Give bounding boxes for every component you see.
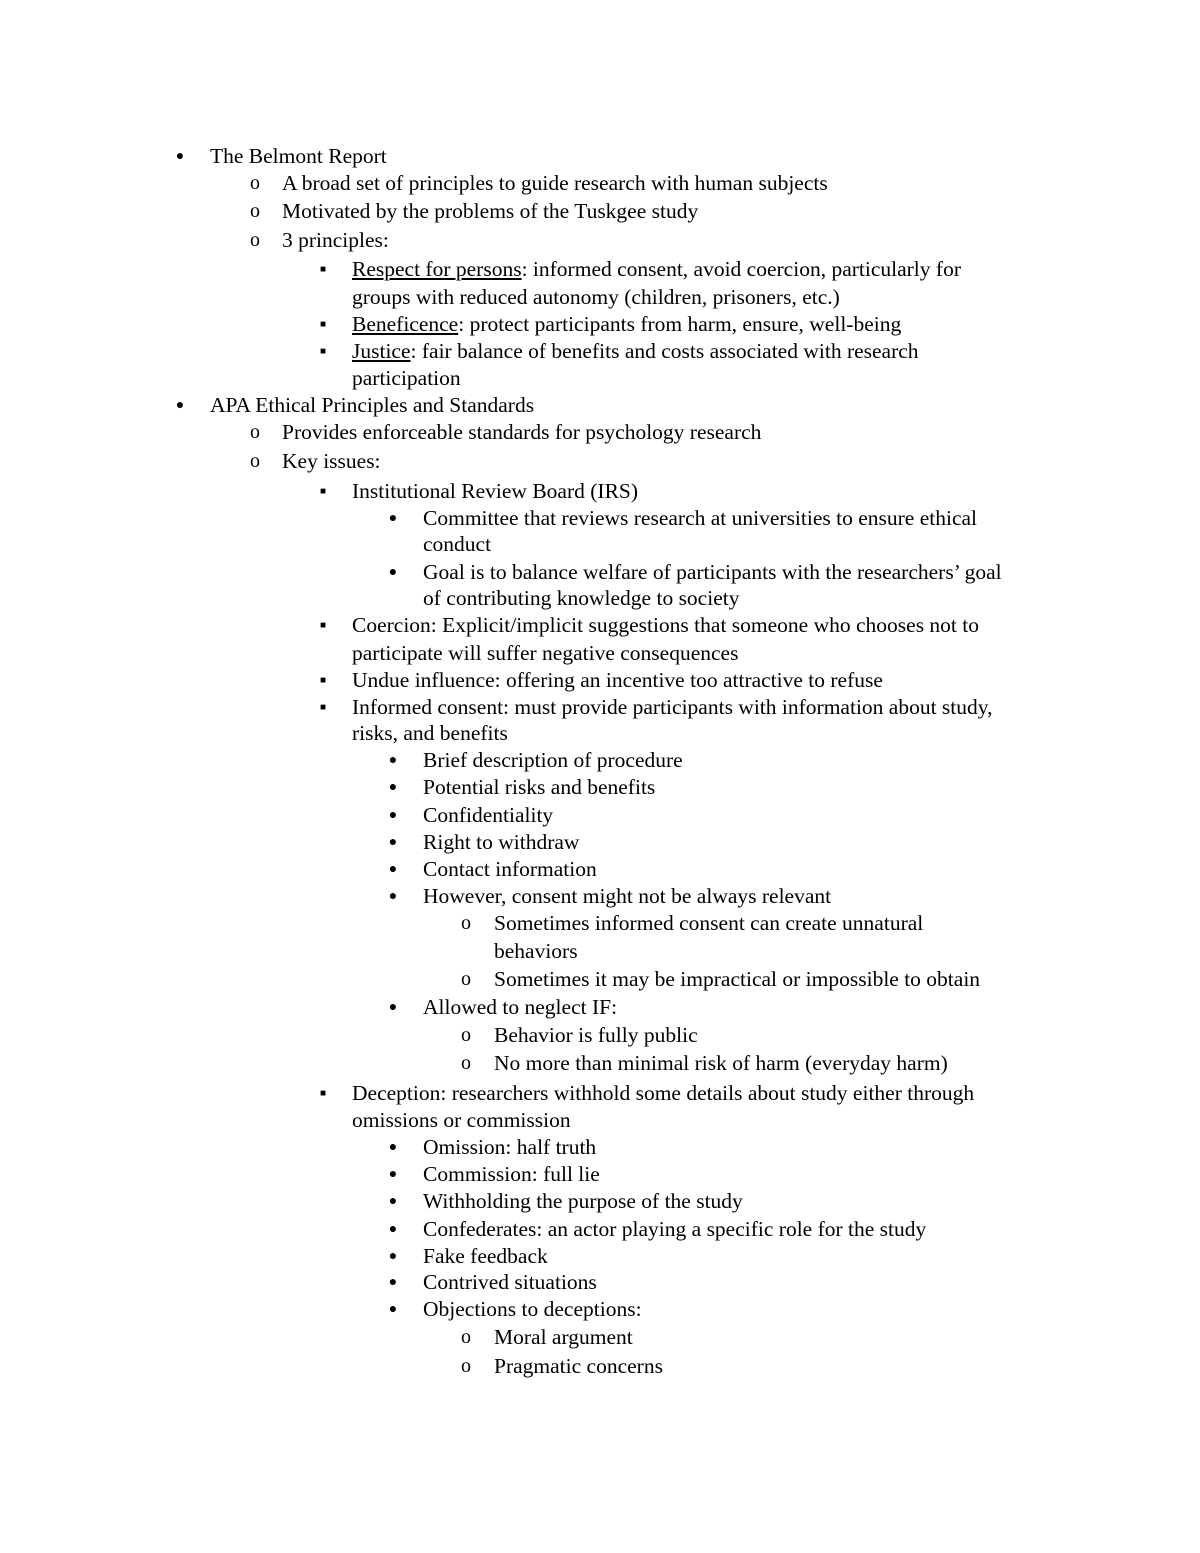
list-item: A broad set of principles to guide research with human subjects bbox=[282, 171, 828, 195]
list-item: Right to withdraw bbox=[423, 830, 580, 854]
bullet-circle-icon: o bbox=[250, 450, 260, 472]
list-item-continuation: risks, and benefits bbox=[352, 721, 508, 745]
bullet-square-icon: ■ bbox=[319, 264, 327, 275]
bullet-square-icon: ■ bbox=[319, 319, 327, 330]
list-item-undue-influence: Undue influence: offering an incentive too attractive to refuse bbox=[352, 668, 883, 692]
bullet-square-icon: ■ bbox=[319, 1088, 327, 1099]
list-item-continuation: of contributing knowledge to society bbox=[423, 586, 740, 610]
list-item: Fake feedback bbox=[423, 1244, 548, 1268]
list-item-continuation: conduct bbox=[423, 532, 492, 556]
bullet-disc-icon: ● bbox=[388, 808, 398, 823]
list-item: Commission: full lie bbox=[423, 1162, 600, 1186]
list-item-continuation: groups with reduced autonomy (children, prisoners, etc.) bbox=[352, 285, 840, 309]
list-item-coercion: Coercion: Explicit/implicit suggestions that someone who chooses not to bbox=[352, 613, 980, 637]
list-item-irb: Institutional Review Board (IRS) bbox=[352, 479, 639, 503]
list-item: Withholding the purpose of the study bbox=[423, 1189, 743, 1213]
bullet-circle-icon: o bbox=[461, 1024, 471, 1046]
bullet-circle-icon: o bbox=[461, 1052, 471, 1074]
term-justice: Justice bbox=[352, 339, 411, 363]
bullet-circle-icon: o bbox=[461, 1355, 471, 1377]
list-item-text: : fair balance of benefits and costs associated with research bbox=[410, 339, 919, 363]
bullet-disc-icon: ● bbox=[388, 511, 398, 526]
list-item: Behavior is fully public bbox=[494, 1023, 698, 1047]
bullet-circle-icon: o bbox=[250, 172, 260, 194]
bullet-circle-icon: o bbox=[461, 1326, 471, 1348]
list-item-respect bbox=[352, 256, 961, 283]
list-item: No more than minimal risk of harm (everyday harm) bbox=[494, 1051, 948, 1075]
list-item-continuation: participation bbox=[352, 366, 461, 390]
bullet-circle-icon: o bbox=[250, 200, 260, 222]
list-item-informed-consent: Informed consent: must provide participants with information about study, bbox=[352, 695, 993, 719]
bullet-disc-icon: ● bbox=[388, 780, 398, 795]
bullet-disc-icon: ● bbox=[388, 1222, 398, 1237]
bullet-disc-icon: ● bbox=[388, 1140, 398, 1155]
list-item: Goal is to balance welfare of participants with the researchers’ goal bbox=[423, 560, 1002, 584]
bullet-disc-icon: ● bbox=[388, 565, 398, 580]
list-item: Potential risks and benefits bbox=[423, 775, 656, 799]
list-item-deception: Deception: researchers withhold some details about study either through bbox=[352, 1081, 975, 1105]
list-item: Moral argument bbox=[494, 1325, 633, 1349]
term-respect-for-persons: Respect for persons bbox=[352, 257, 522, 281]
list-item: Key issues: bbox=[282, 449, 381, 473]
list-item: Omission: half truth bbox=[423, 1135, 597, 1159]
list-item: Confidentiality bbox=[423, 803, 554, 827]
list-item: Brief description of procedure bbox=[423, 748, 683, 772]
heading-apa-principles: APA Ethical Principles and Standards bbox=[210, 393, 535, 417]
list-item-text: : protect participants from harm, ensure, well-being bbox=[458, 312, 902, 336]
bullet-disc-icon: ● bbox=[388, 1194, 398, 1209]
list-item-continuation: participate will suffer negative consequences bbox=[352, 641, 739, 665]
list-item-beneficence bbox=[352, 311, 901, 338]
list-item: Confederates: an actor playing a specific role for the study bbox=[423, 1217, 927, 1241]
list-item: Provides enforceable standards for psychology research bbox=[282, 420, 762, 444]
list-item: Objections to deceptions: bbox=[423, 1297, 642, 1321]
bullet-disc-icon: ● bbox=[388, 835, 398, 850]
heading-belmont-report: The Belmont Report bbox=[210, 144, 387, 168]
bullet-disc-icon: ● bbox=[388, 1000, 398, 1015]
bullet-circle-icon: o bbox=[461, 968, 471, 990]
list-item: Motivated by the problems of the Tuskgee study bbox=[282, 199, 699, 223]
bullet-square-icon: ■ bbox=[319, 346, 327, 357]
bullet-disc-icon: ● bbox=[388, 753, 398, 768]
list-item: Sometimes it may be impractical or impossible to obtain bbox=[494, 967, 981, 991]
bullet-disc-icon: ● bbox=[175, 398, 185, 413]
bullet-circle-icon: o bbox=[461, 912, 471, 934]
bullet-disc-icon: ● bbox=[388, 1249, 398, 1264]
bullet-square-icon: ■ bbox=[319, 620, 327, 631]
list-item: Allowed to neglect IF: bbox=[423, 995, 618, 1019]
bullet-square-icon: ■ bbox=[319, 486, 327, 497]
bullet-disc-icon: ● bbox=[175, 149, 185, 164]
list-item-justice bbox=[352, 338, 919, 365]
list-item: Committee that reviews research at universities to ensure ethical bbox=[423, 506, 978, 530]
bullet-disc-icon: ● bbox=[388, 862, 398, 877]
bullet-circle-icon: o bbox=[250, 229, 260, 251]
bullet-square-icon: ■ bbox=[319, 702, 327, 713]
bullet-disc-icon: ● bbox=[388, 1275, 398, 1290]
bullet-circle-icon: o bbox=[250, 421, 260, 443]
list-item: Contact information bbox=[423, 857, 597, 881]
bullet-disc-icon: ● bbox=[388, 1302, 398, 1317]
list-item-continuation: behaviors bbox=[494, 939, 578, 963]
term-beneficence: Beneficence bbox=[352, 312, 459, 336]
list-item: Contrived situations bbox=[423, 1270, 597, 1294]
bullet-disc-icon: ● bbox=[388, 889, 398, 904]
list-item: Pragmatic concerns bbox=[494, 1354, 663, 1378]
bullet-disc-icon: ● bbox=[388, 1167, 398, 1182]
list-item-continuation: omissions or commission bbox=[352, 1108, 571, 1132]
bullet-square-icon: ■ bbox=[319, 675, 327, 686]
list-item: 3 principles: bbox=[282, 228, 389, 252]
list-item: Sometimes informed consent can create unnatural bbox=[494, 911, 924, 935]
list-item: However, consent might not be always relevant bbox=[423, 884, 832, 908]
list-item-text: : informed consent, avoid coercion, particularly for bbox=[521, 257, 961, 281]
